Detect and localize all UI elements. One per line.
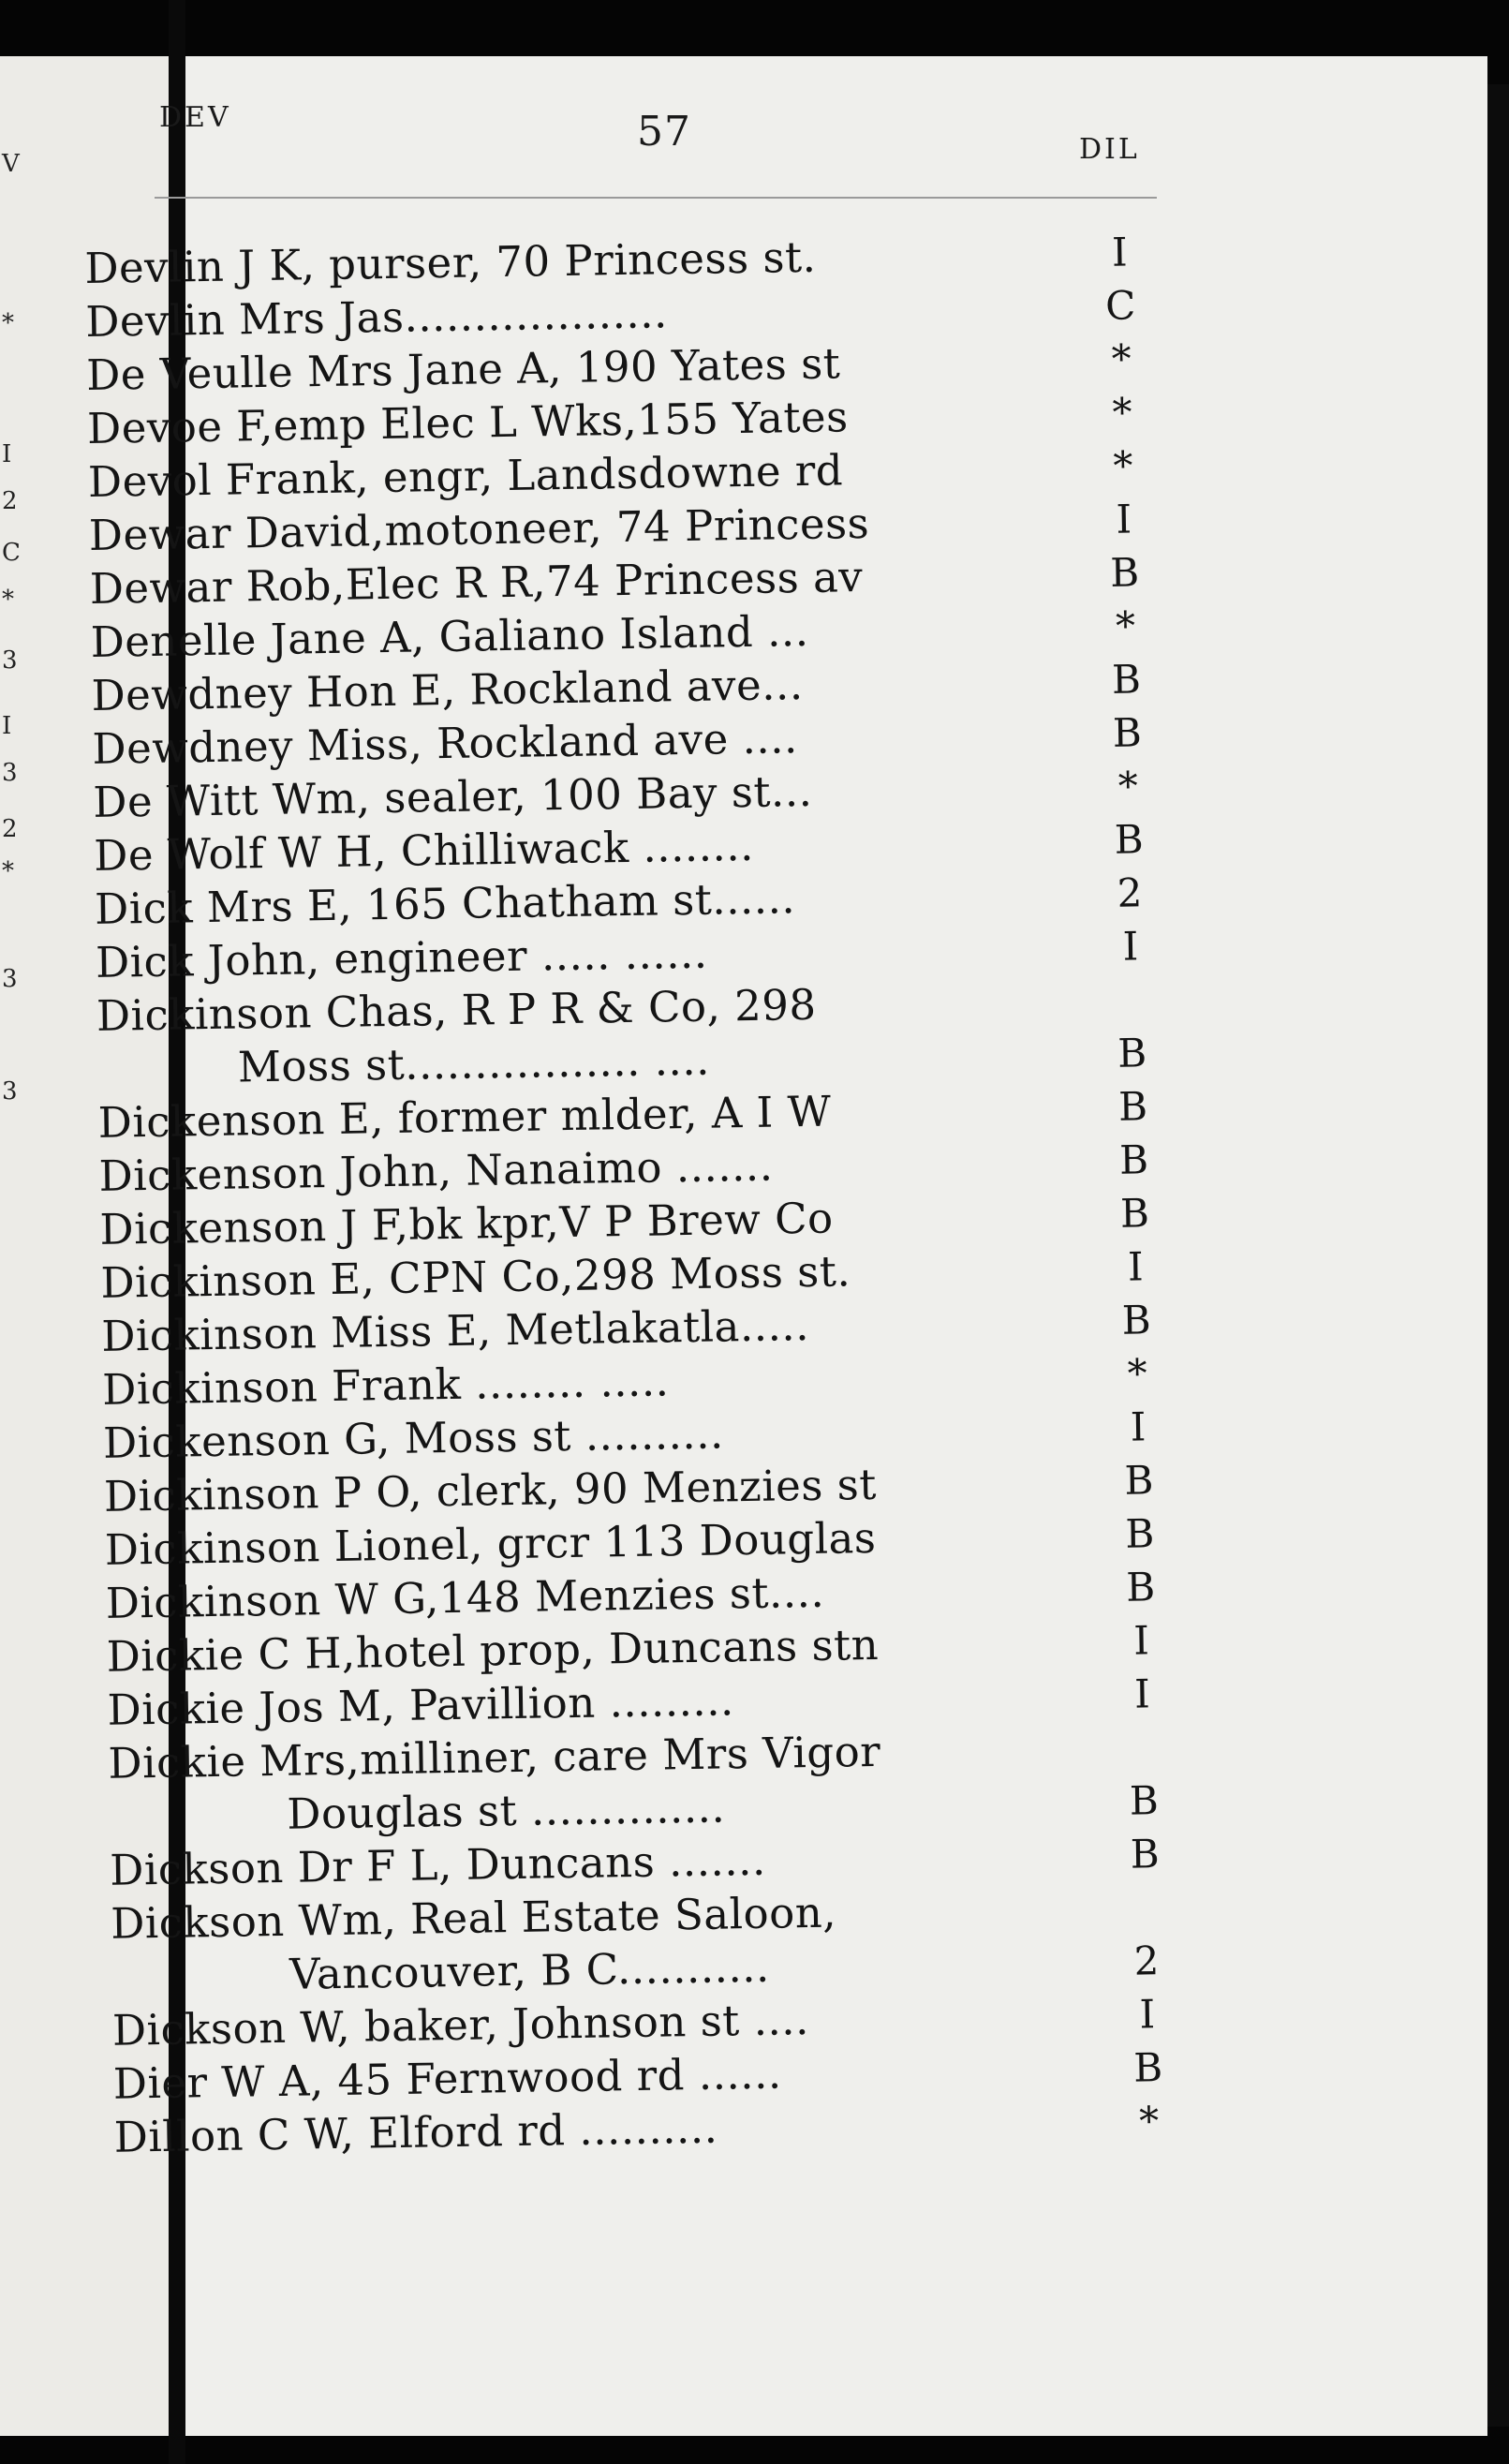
- entry-text: Dickinson Miss E, Metlakatla.....: [100, 1299, 810, 1361]
- entry-code: B: [1125, 1564, 1156, 1611]
- entry-code: *: [1117, 763, 1139, 809]
- entry-text: Dickenson J F,bk kpr,V P Brew Co: [99, 1193, 835, 1254]
- entry-code: B: [1132, 2044, 1163, 2091]
- facing-page-mark: 3: [2, 646, 18, 675]
- page-edge-shadow: [1487, 84, 1509, 2427]
- entry-text: Dickinson P O, clerk, 90 Menzies st: [103, 1459, 878, 1521]
- facing-page-mark: 3: [2, 965, 18, 993]
- directory-entry: [108, 1717, 1327, 1843]
- entry-code: I: [1133, 1670, 1151, 1717]
- entry-text: Dickie Jos M, Pavillion .........: [107, 1675, 735, 1735]
- running-head-left: DEV: [159, 101, 231, 134]
- entry-continuation: Moss st................. ....: [237, 1034, 711, 1092]
- entry-text: Devoe F,emp Elec L Wks,155 Yates: [86, 392, 850, 453]
- entry-text: Dickinson Chas, R P R & Co, 298: [96, 979, 817, 1041]
- entry-code: I: [1130, 1403, 1147, 1450]
- facing-page-mark: 2: [2, 487, 18, 515]
- entry-text: Dillon C W, Elford rd ..........: [113, 2102, 718, 2162]
- entry-code: *: [1112, 389, 1132, 436]
- entry-text: De Veulle Mrs Jane A, 190 Yates st: [85, 338, 841, 400]
- entry-text: Dickinson W G,148 Menzies st....: [105, 1566, 825, 1628]
- entry-code: *: [1115, 602, 1136, 649]
- facing-page-mark: 3: [2, 1077, 18, 1106]
- entry-code: B: [1117, 1030, 1147, 1076]
- running-head-right: DIL: [1079, 133, 1140, 166]
- entry-code: *: [1127, 1350, 1147, 1397]
- directory-entry: [111, 1878, 1330, 2003]
- facing-page-mark: C: [2, 539, 21, 567]
- entry-text: De Wolf W H, Chilliwack ........: [93, 820, 755, 881]
- entry-text: Dick Mrs E, 165 Chatham st......: [94, 873, 796, 934]
- entry-text: Dickenson E, former mlder, A I W: [97, 1086, 832, 1148]
- entry-code: B: [1109, 549, 1140, 596]
- entry-code: *: [1113, 442, 1133, 489]
- directory-entries: [84, 223, 1332, 2164]
- entry-text: Dickenson John, Nanaimo .......: [98, 1140, 774, 1201]
- facing-page-mark: *: [2, 586, 14, 614]
- entry-text: Dickinson E, CPN Co,298 Moss st.: [100, 1246, 851, 1308]
- entry-text: Dewdney Miss, Rockland ave ....: [92, 713, 799, 774]
- entry-code: I: [1132, 1617, 1150, 1664]
- entry-code: B: [1118, 1136, 1149, 1183]
- entry-code: C: [1104, 282, 1136, 329]
- entry-text: Dickson W, baker, Johnson st ....: [111, 1995, 810, 2056]
- entry-continuation: Vancouver, B C...........: [288, 1941, 771, 1999]
- directory-entry: [96, 970, 1316, 1095]
- entry-code: B: [1119, 1190, 1150, 1237]
- entry-text: Dickinson Lionel, grcr 113 Douglas: [104, 1512, 877, 1575]
- entry-code: I: [1116, 496, 1132, 542]
- facing-page-mark: I: [2, 440, 12, 468]
- facing-page-mark: I: [2, 712, 12, 740]
- facing-page-mark: *: [2, 857, 14, 885]
- entry-text: Denelle Jane A, Galiano Island ...: [90, 605, 809, 667]
- entry-code: I: [1127, 1243, 1145, 1290]
- entry-code: 2: [1117, 869, 1143, 916]
- entry-code: B: [1129, 1777, 1160, 1824]
- header-rule: [155, 197, 1157, 199]
- entry-code: B: [1117, 1083, 1148, 1130]
- entry-text: Dickie C H,hotel prop, Duncans stn: [106, 1619, 880, 1682]
- entry-text: Dickson Dr F L, Duncans .......: [109, 1834, 767, 1895]
- entry-text: Dickinson Frank ........ .....: [101, 1356, 670, 1415]
- entry-text: Devlin J K, purser, 70 Princess st.: [84, 231, 817, 293]
- entry-code: *: [1138, 2098, 1160, 2145]
- entry-code: *: [1111, 335, 1132, 382]
- facing-page-mark: *: [2, 309, 14, 337]
- entry-code: I: [1111, 229, 1128, 275]
- facing-page-mark: V: [2, 150, 20, 178]
- entry-code: 2: [1133, 1937, 1160, 1984]
- entry-text: Dier W A, 45 Fernwood rd ......: [112, 2048, 783, 2109]
- entry-code: B: [1130, 1831, 1160, 1878]
- entry-text: Dickenson G, Moss st ..........: [102, 1408, 725, 1468]
- entry-text: Dickson Wm, Real Estate Saloon,: [110, 1887, 837, 1949]
- entry-code: B: [1124, 1510, 1155, 1557]
- entry-text: Dewar David,motoneer, 74 Princess: [88, 497, 870, 560]
- facing-page-mark: 3: [2, 759, 18, 787]
- entry-code: B: [1114, 816, 1144, 863]
- entry-text: Dick John, engineer ..... ......: [95, 928, 708, 987]
- entry-text: Dickie Mrs,milliner, care Mrs Vigor: [108, 1726, 881, 1789]
- entry-code: I: [1139, 1991, 1156, 2038]
- entry-text: Devol Frank, engr, Landsdowne rd: [87, 445, 844, 507]
- entry-text: Devlin Mrs Jas...................: [84, 288, 669, 347]
- entry-text: Dewar Rob,Elec R R,74 Princess av: [89, 551, 864, 614]
- entry-code: I: [1122, 923, 1139, 970]
- entry-code: B: [1124, 1457, 1154, 1504]
- page-number: 57: [637, 108, 691, 156]
- entry-code: B: [1121, 1297, 1152, 1343]
- entry-text: Dewdney Hon E, Rockland ave...: [91, 660, 804, 720]
- entry-text: De Witt Wm, sealer, 100 Bay st...: [92, 765, 813, 827]
- facing-page-mark: 2: [2, 815, 18, 843]
- entry-continuation: Douglas st ..............: [286, 1782, 726, 1839]
- entry-code: B: [1111, 656, 1142, 703]
- entry-code: B: [1112, 709, 1143, 756]
